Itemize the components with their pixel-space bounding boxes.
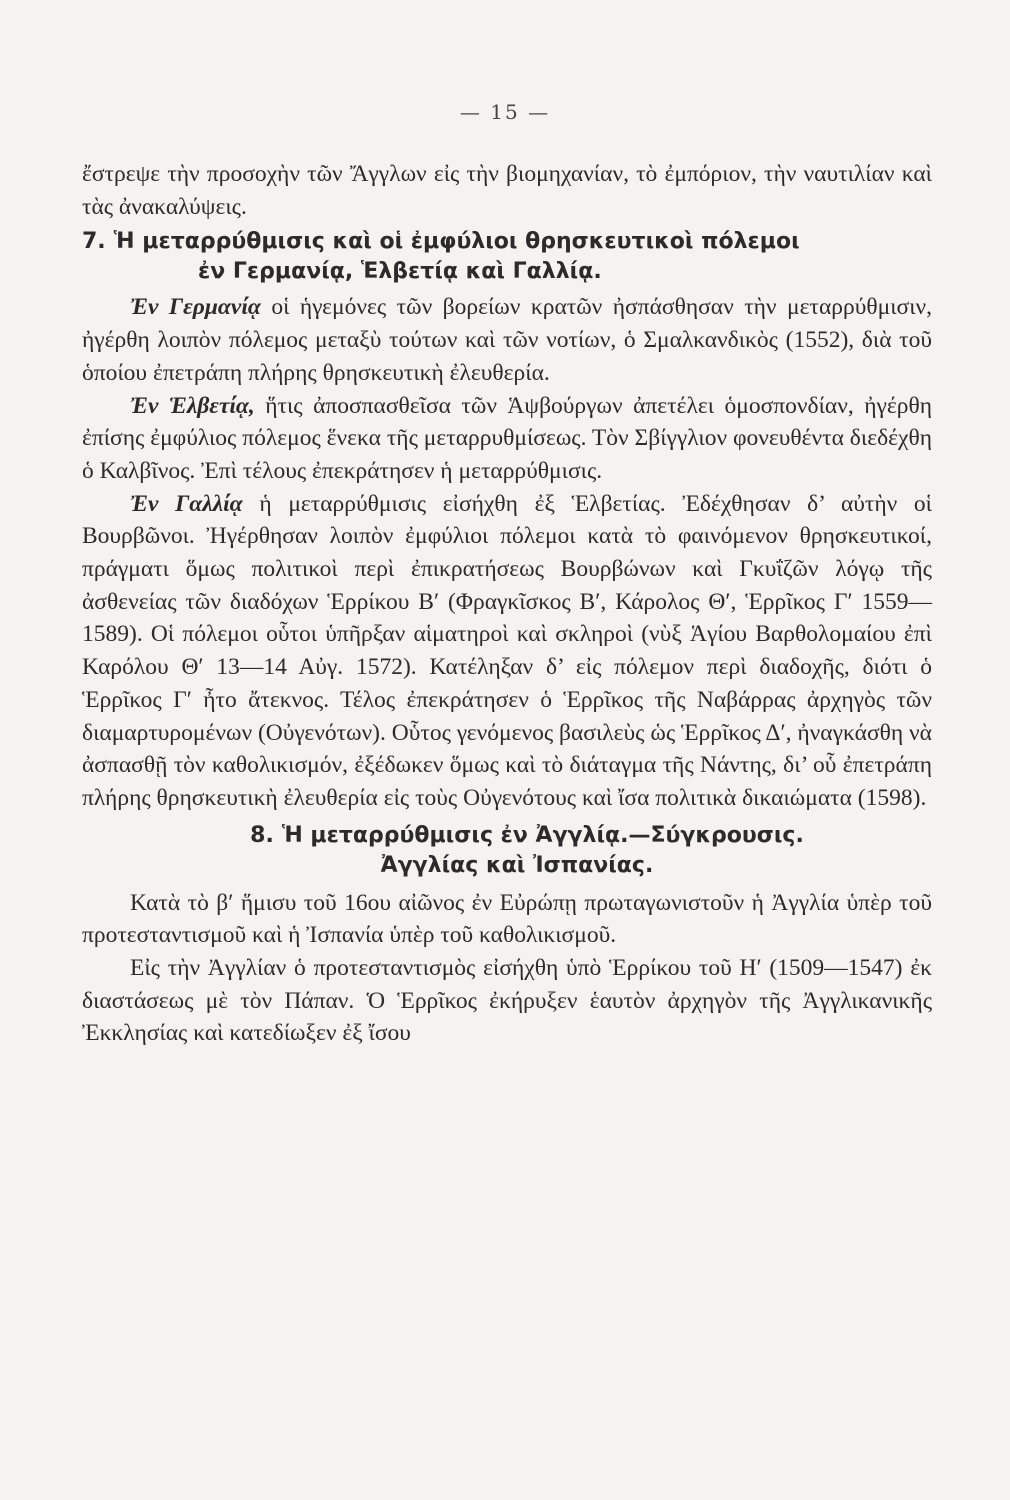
- section-7-title-line-1: [82, 227, 932, 257]
- section-8-paragraph-2: Εἰς τὴν Ἀγγλίαν ὁ προτεσταντισμὸς εἰσήχθη ὑπὸ Ἑρρίκου τοῦ Η′ (1509—1547) ἐκ διαστάσεως μὲ τὸν Πάπαν. Ὁ Ἑρρῖκος ἐκήρυξεν ἑαυτὸν ἀρχηγὸν τῆς Ἀγγλικανικῆς Ἐκκλησίας καὶ κατεδίωξεν ἐξ ἴσου: [82, 955, 932, 1047]
- section-8-number: 8.: [250, 822, 274, 848]
- section-8-heading: [82, 821, 932, 881]
- germany-text: οἱ ἡγεμόνες τῶν βορείων κρατῶν ἠσπάσθησαν τὴν μεταρρύθμισιν, ἠγέρθη λοιπὸν πόλεμος μεταξὺ τούτων καὶ τῶν νοτίων, ὁ Σμαλκανδικὸς (1552), διὰ τοῦ ὁποίου ἐπετράπη πλήρης θρησκευτικὴ ἐλευθερία.: [82, 294, 933, 386]
- switzerland-text: ἥτις ἀποσπασθεῖσα τῶν Ἁψβούργων ἀπετέλει ὁμοσπονδίαν, ἠγέρθη ἐπίσης ἐμφύλιος πόλεμος ἕνεκα τῆς μεταρρυθμίσεως. Τὸν Σβίγγλιον φονευθέντα διεδέχθη ὁ Καλβῖνος. Ἐπὶ τέλους ἐπεκράτησεν ἡ μεταρρύθμισις.: [82, 392, 933, 484]
- france-lead: Ἐν Γαλλίᾳ: [130, 490, 243, 517]
- intro-paragraph: ἔστρεψε τὴν προσοχὴν τῶν Ἄγγλων εἰς τὴν βιομηχανίαν, τὸ ἐμπόριον, τὴν ναυτιλίαν καὶ τὰς ἀνακαλύψεις.: [82, 161, 932, 220]
- paragraph-switzerland: [82, 390, 932, 488]
- section-7-title-line-2: ἐν Γερμανίᾳ, Ἑλβετίᾳ καὶ Γαλλίᾳ.: [198, 259, 602, 285]
- section-8-title-text-1: Ἡ μεταρρύθμισις ἐν Ἀγγλίᾳ.—Σύγκρουσις.: [281, 822, 804, 848]
- section-7-heading: [82, 227, 932, 287]
- section-7-number: 7.: [82, 229, 106, 255]
- section-7-title-text-1: Ἡ μεταρρύθμισις καὶ οἱ ἐμφύλιοι θρησκευτικοὶ πόλεμοι: [113, 229, 800, 255]
- paragraph-france: [82, 488, 932, 815]
- section-8-title-line-2: Ἀγγλίας καὶ Ἰσπανίας.: [380, 852, 654, 878]
- france-text: ἡ μεταρρύθμισις εἰσήχθη ἐξ Ἑλβετίας. Ἐδέχθησαν δ’ αὐτὴν οἱ Βουρβῶνοι. Ἠγέρθησαν λοιπὸν ἐμφύλιοι πόλεμοι κατὰ τὸ φαινόμενον θρησκευτικοί, πράγματι ὅμως πολιτικοὶ περὶ ἐπικρατήσεως Βουρβώνων καὶ Γκυΐζῶν λόγῳ τῆς ἀσθενείας τῶν διαδόχων Ἑρρίκου Β′ (Φραγκῖσκος Β′, Κάρολος Θ′, Ἑρρῖκος Γ′ 1559—1589). Οἱ πόλεμοι οὗτοι ὑπῆρξαν αἱματηροὶ καὶ σκληροὶ (νὺξ Ἁγίου Βαρθολομαίου ἐπὶ Καρόλου Θ′ 13—14 Αὐγ. 1572). Κατέληξαν δ’ εἰς πόλεμον περὶ διαδοχῆς, διότι ὁ Ἑρρῖκος Γ′ ἦτο ἄτεκνος. Τέλος ἐπεκράτησεν ὁ Ἑρρῖκος τῆς Ναβάρρας ἀρχηγὸς τῶν διαμαρτυρομένων (Οὐγενότων). Οὗτος γενόμενος βασιλεὺς ὡς Ἑρρῖκος Δ′, ἠναγκάσθη νὰ ἀσπασθῇ τὸν καθολικισμόν, ἐξέδωκεν ὅμως καὶ τὸ διάταγμα τῆς Νάντης, δι’ οὗ ἐπετράπη πλήρης θρησκευτικὴ ἐλευθερία εἰς τοὺς Οὐγενότους καὶ ἴσα πολιτικὰ δικαιώματα (1598).: [82, 490, 932, 811]
- section-8-paragraph-1: Κατὰ τὸ β′ ἥμισυ τοῦ 16ου αἰῶνος ἐν Εὐρώπῃ πρωταγωνιστοῦν ἡ Ἀγγλία ὑπὲρ τοῦ προτεσταντισμοῦ καὶ ἡ Ἰσπανία ὑπὲρ τοῦ καθολικισμοῦ.: [82, 889, 932, 949]
- page-body: [82, 158, 932, 1050]
- paragraph-germany: [82, 291, 932, 389]
- section-8-title-line-1: [82, 821, 932, 851]
- germany-lead: Ἐν Γερμανίᾳ: [130, 294, 261, 321]
- switzerland-lead: Ἐν Ἑλβετίᾳ,: [130, 392, 255, 419]
- page-number: — 15 —: [459, 100, 551, 124]
